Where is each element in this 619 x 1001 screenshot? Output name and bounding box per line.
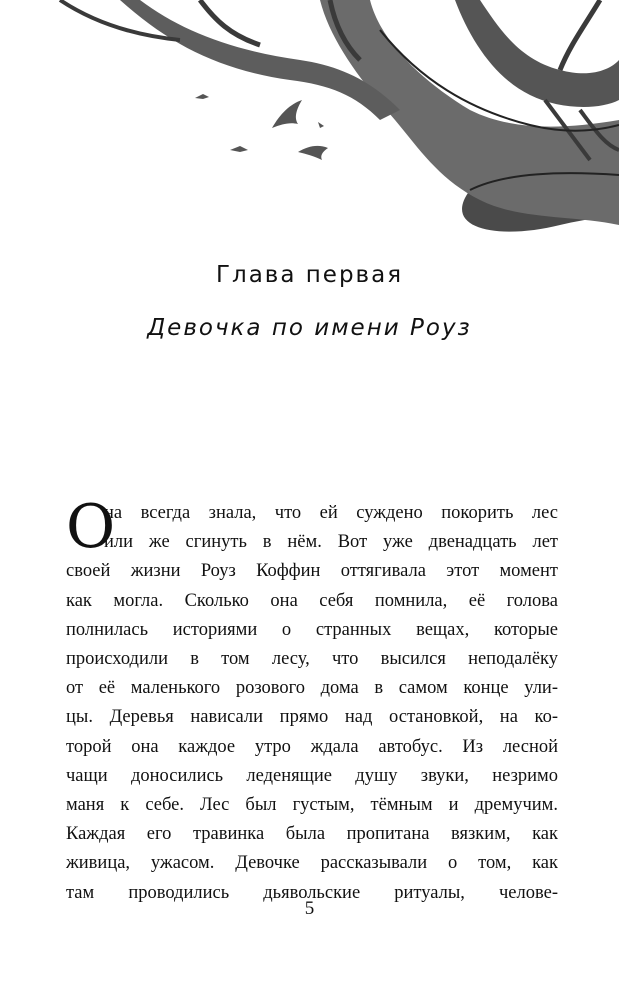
body-line: на всегда знала, что ей суждено покорить лес <box>104 503 558 523</box>
drop-cap: О <box>66 492 116 562</box>
bird-icon <box>195 94 209 99</box>
chapter-title: Девочка по имени Роуз <box>147 315 472 341</box>
bird-icon <box>298 146 328 160</box>
tree-branches-illustration <box>0 0 619 240</box>
tree-trunk <box>320 0 619 225</box>
body-line: своей жизни Роуз Коффин оттягивала этот момент <box>66 561 558 582</box>
chapter-body <box>66 492 558 908</box>
body-line: там проводились дьявольские ритуалы, челове- <box>66 882 558 903</box>
body-line: торой она каждое утро ждала автобус. Из лесной <box>66 736 558 757</box>
body-line: чащи доносились леденящие душу звуки, незримо <box>66 765 558 786</box>
body-line: маня к себе. Лес был густым, тёмным и дремучим. <box>66 795 558 816</box>
thin-branch-4 <box>560 0 600 70</box>
body-line: полнилась историями о странных вещах, которые <box>66 619 558 640</box>
body-line: цы. Деревья нависали прямо над остановкой, на ко- <box>66 707 558 728</box>
bird-icon <box>272 100 302 128</box>
body-line: происходили в том лесу, что высился неподалёку <box>66 649 558 670</box>
bird-icon <box>230 146 248 152</box>
bird-icon <box>318 122 324 128</box>
upper-branch <box>455 0 619 107</box>
chapter-label: Глава первая <box>215 262 404 288</box>
body-line: от её маленького розового дома в самом конце ули- <box>66 678 558 699</box>
body-line: или же сгинуть в нём. Вот уже двенадцать лет <box>104 532 558 553</box>
body-line: Каждая его травинка была пропитана вязким, как <box>66 824 558 845</box>
page-number: 5 <box>304 898 315 919</box>
body-line: живица, ужасом. Девочке рассказывали о том, как <box>66 853 558 874</box>
body-line: как могла. Сколько она себя помнила, её голова <box>66 590 558 611</box>
